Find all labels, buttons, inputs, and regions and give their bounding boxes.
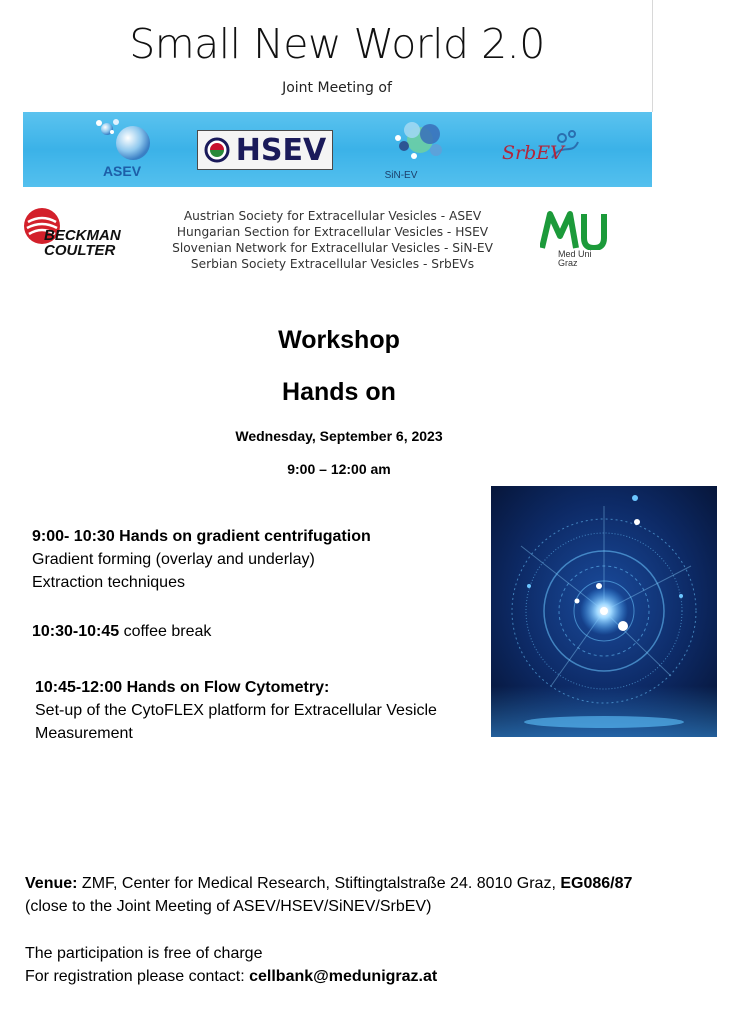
page-subtitle: Joint Meeting of <box>282 80 392 96</box>
program-block-1 <box>32 525 472 594</box>
block2-title: coffee break <box>119 623 212 640</box>
society-line: Serbian Society Extracellular Vesicles - SrbEVs <box>190 257 475 271</box>
workshop-heading: Workshop <box>278 326 400 354</box>
block2-time: 10:30-10:45 <box>32 623 120 640</box>
block3-line2: Measurement <box>35 725 133 742</box>
meduni-line1: Med Uni <box>558 249 592 259</box>
program-block-3 <box>35 676 485 745</box>
block1-time: 9:00- 10:30 <box>32 528 120 545</box>
asev-logo-label: ASEV <box>102 163 142 179</box>
society-line: Austrian Society for Extracellular Vesicles - ASEV <box>183 209 482 223</box>
page-title: Small New World 2.0 <box>129 20 545 68</box>
block3-title: 10:45-12:00 Hands on Flow Cytometry: <box>35 679 330 696</box>
free-of-charge-text: The participation is free of charge <box>25 945 263 962</box>
event-time: 9:00 – 12:00 am <box>287 461 391 477</box>
hsev-logo <box>197 130 333 170</box>
block1-line2: Extraction techniques <box>32 574 185 591</box>
venue-info <box>25 872 725 918</box>
hsev-logo-label: HSEV <box>235 132 327 168</box>
program-block-2 <box>32 620 472 643</box>
block3-line1: Set-up of the CytoFLEX platform for Extracellular Vesicle <box>35 702 437 719</box>
society-line: Hungarian Section for Extracellular Vesicles - HSEV <box>176 225 489 239</box>
asev-logo-icon <box>90 116 160 166</box>
hsev-mark-icon <box>204 137 234 163</box>
event-date: Wednesday, September 6, 2023 <box>235 428 443 444</box>
sinev-logo-icon <box>390 118 450 170</box>
meduni-graz-label <box>558 250 592 268</box>
contact-label: For registration please contact: <box>25 968 250 985</box>
venue-address: ZMF, Center for Medical Research, Stiftingtalstraße 24. 8010 Graz, <box>77 875 561 892</box>
society-line: Slovenian Network for Extracellular Vesicles - SiN-EV <box>172 241 493 255</box>
beckman-line2: COULTER <box>44 242 116 259</box>
block1-line1: Gradient forming (overlay and underlay) <box>32 551 315 568</box>
meduni-line2: Graz <box>558 258 578 268</box>
sinev-logo-label: SiN-EV <box>384 170 418 181</box>
block1-title: Hands on gradient centrifugation <box>119 528 371 545</box>
registration-info <box>25 942 725 988</box>
beckman-line1: BECKMAN <box>44 227 121 244</box>
venue-room: EG086/87 <box>560 875 633 892</box>
contact-email[interactable]: cellbank@medunigraz.at <box>249 968 438 985</box>
hands-on-heading: Hands on <box>282 378 396 406</box>
vesicle-artwork <box>491 486 717 737</box>
venue-label: Venue: <box>25 875 78 892</box>
meduni-graz-logo-icon <box>540 208 610 250</box>
venue-note: (close to the Joint Meeting of ASEV/HSEV/SiNEV/SrbEV) <box>25 898 432 915</box>
society-list <box>150 208 515 272</box>
beckman-coulter-wordmark <box>44 228 121 258</box>
srbev-logo-label: SrbEV <box>502 142 564 164</box>
